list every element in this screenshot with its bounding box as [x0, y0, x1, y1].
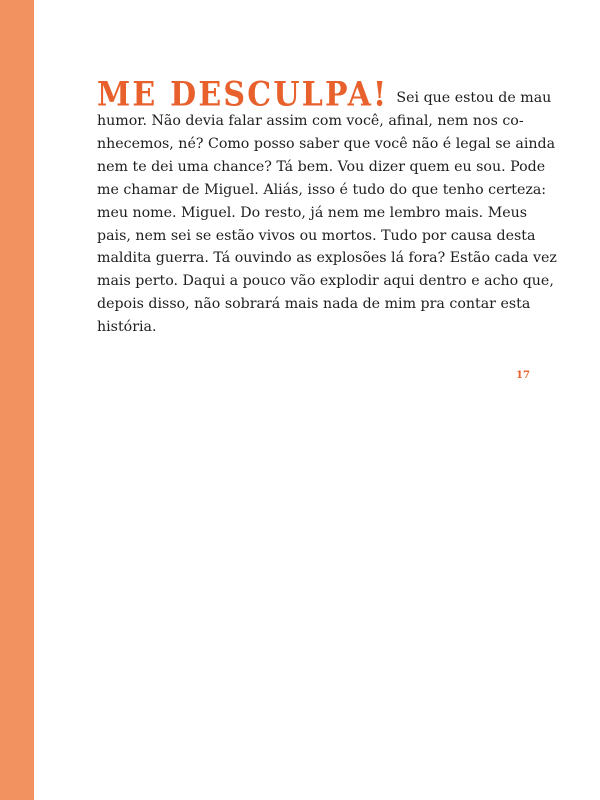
text-line: nem te dei uma chance? Tá bem. Vou dizer quem eu sou. Pode [97, 158, 546, 175]
text-line: humor. Não devia falar assim com você, afinal, nem nos co- [97, 113, 524, 129]
text-line: mais perto. Daqui a pouco vão explodir aqui dentro e acho que, [97, 273, 554, 290]
decorative-side-band [0, 0, 34, 800]
page-number: 17 [516, 370, 530, 381]
text-line: me chamar de Miguel. Aliás, isso é tudo do que tenho certeza: [97, 181, 547, 198]
text-line: história. [97, 319, 157, 336]
text-line: meu nome. Miguel. Do resto, já nem me lembro mais. Meus [97, 204, 528, 221]
text-line: depois disso, não sobrará mais nada de mim pra contar esta [97, 296, 531, 313]
story-text-block [97, 75, 557, 339]
text-line: pais, nem sei se estão vivos ou mortos. Tudo por causa desta [97, 227, 536, 244]
text-line: nhecemos, né? Como posso saber que você não é legal se ainda [97, 135, 556, 152]
text-line: maldita guerra. Tá ouvindo as explosões lá fora? Estão cada vez [97, 250, 557, 267]
opening-line [97, 75, 552, 115]
opening-exclamation-title: ME DESCULPA! [97, 75, 389, 115]
opening-line-text: Sei que estou de mau [396, 90, 552, 107]
